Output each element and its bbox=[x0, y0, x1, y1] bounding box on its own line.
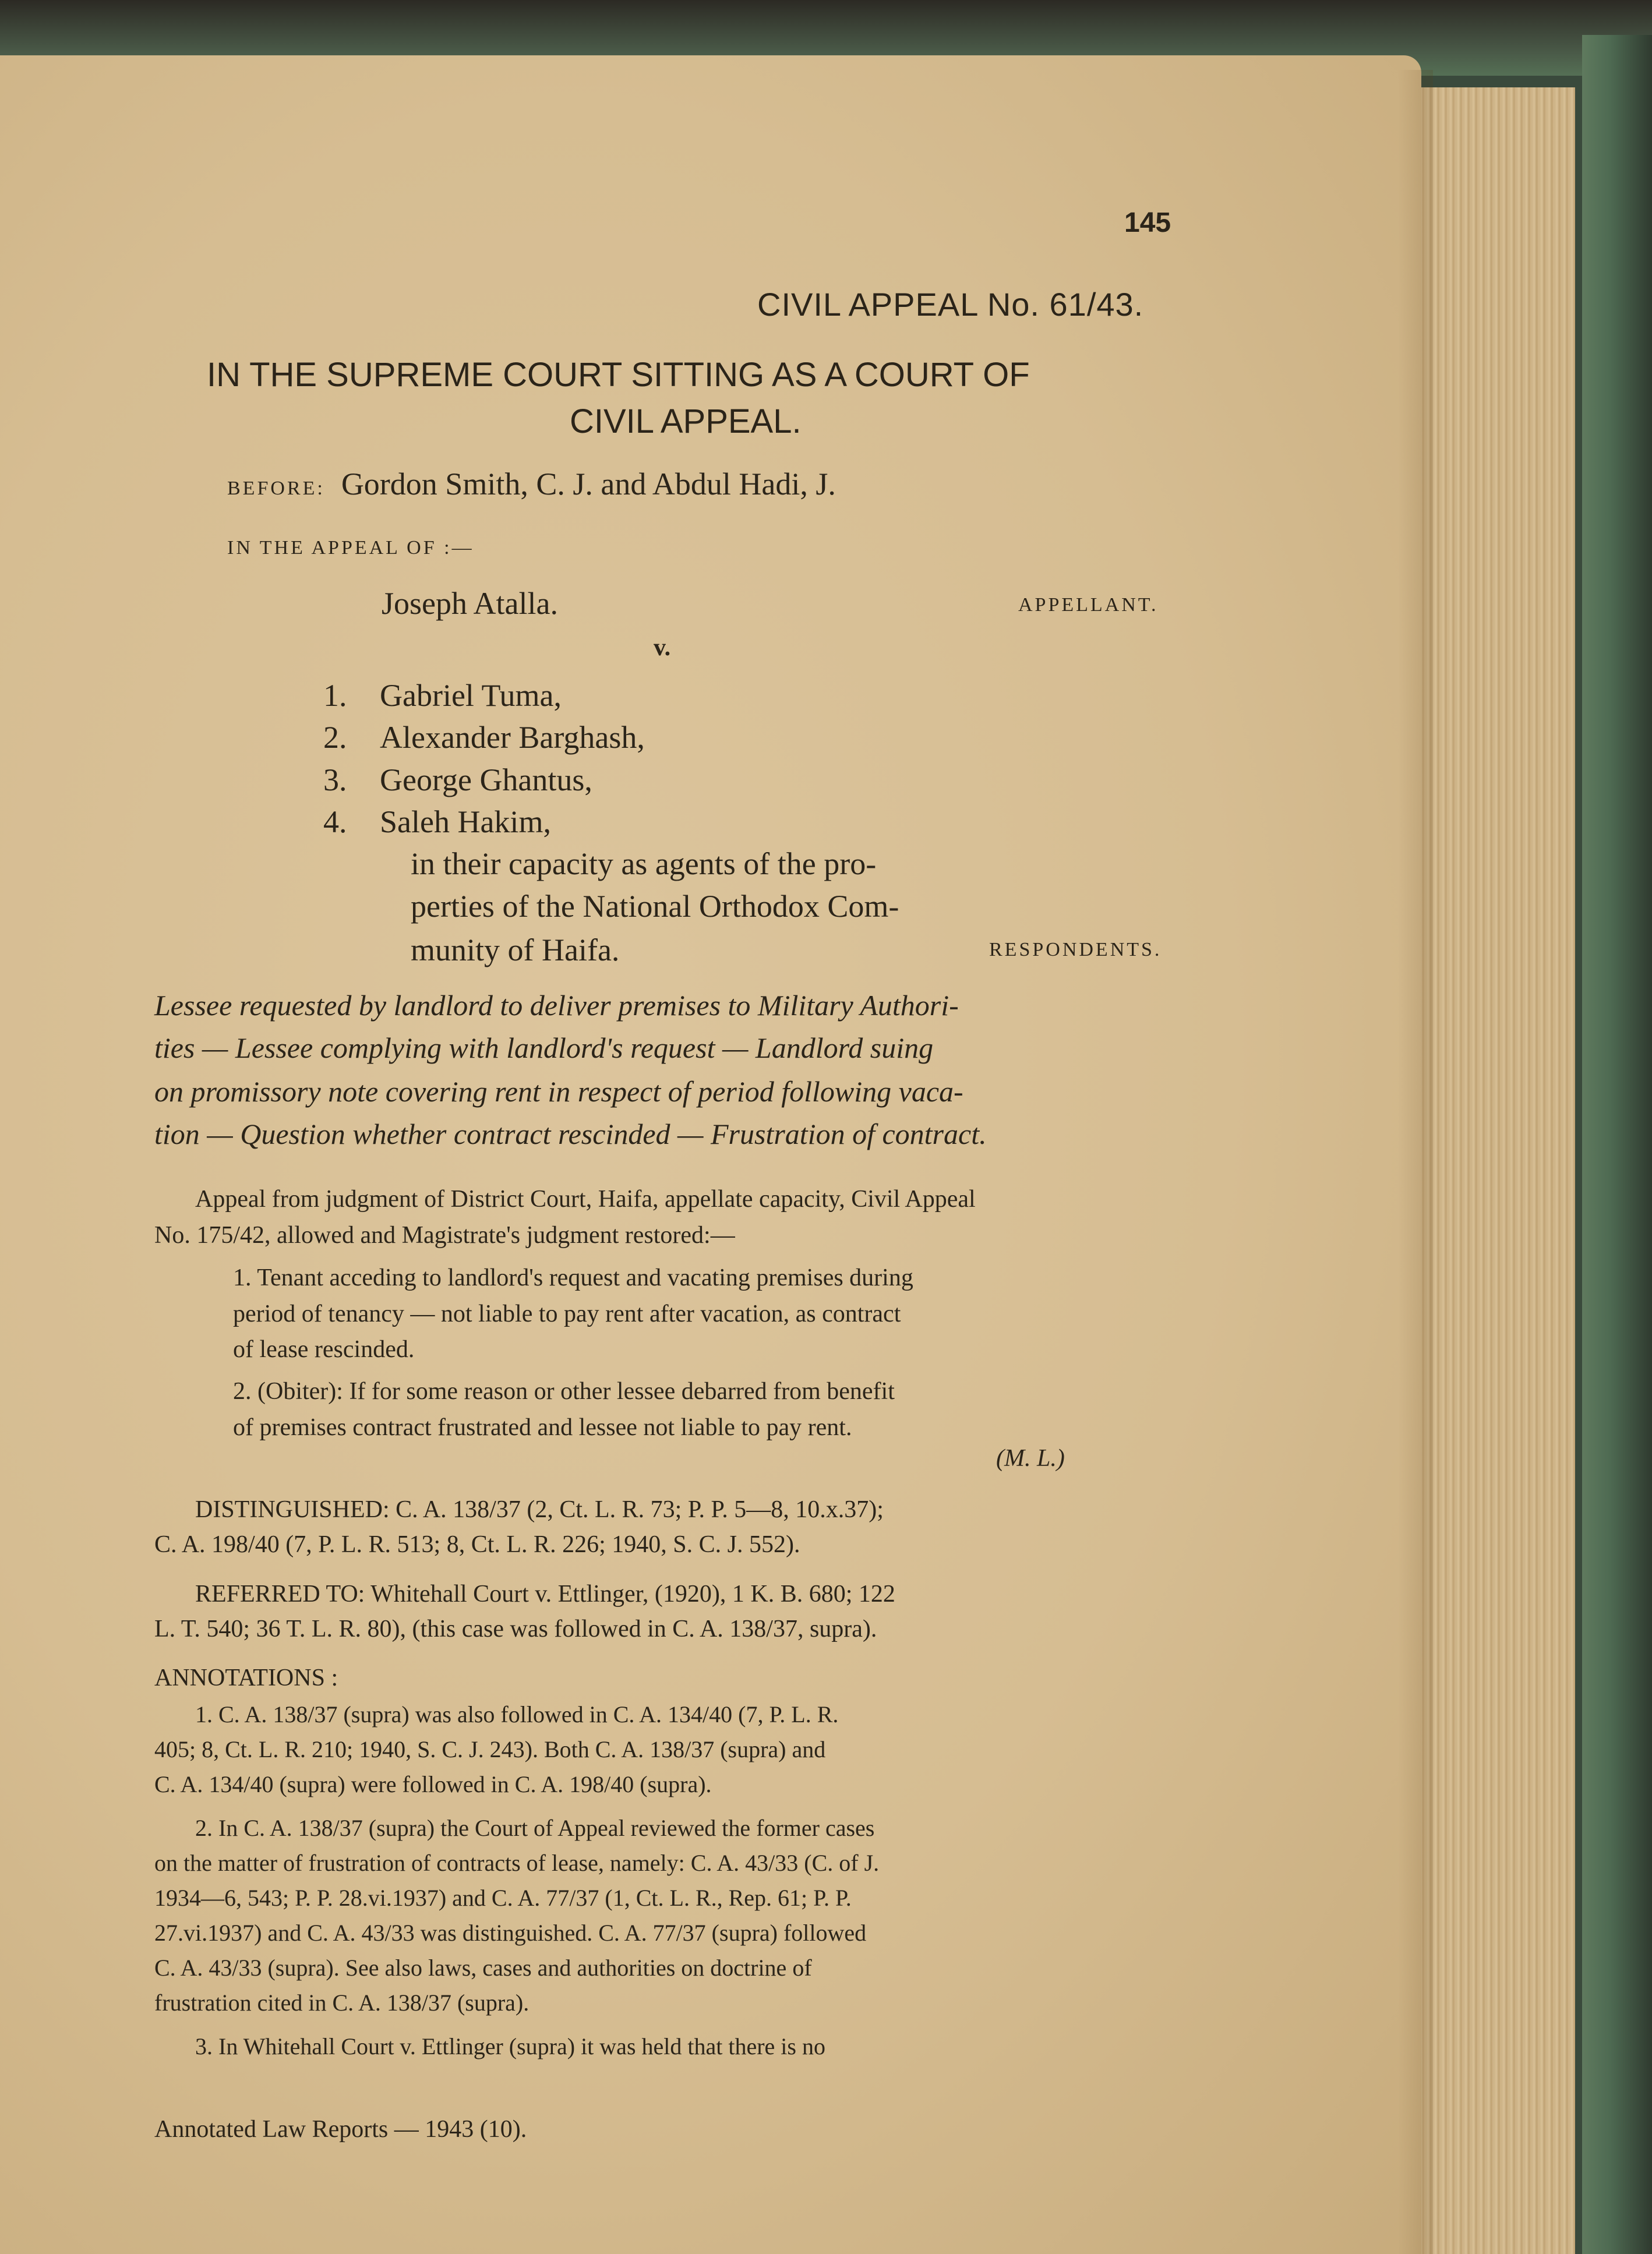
page-number: 145 bbox=[1124, 207, 1171, 238]
case-number: CIVIL APPEAL No. 61/43. bbox=[757, 286, 1144, 323]
page-footer: Annotated Law Reports — 1943 (10). bbox=[154, 2116, 527, 2143]
page-edges bbox=[1416, 87, 1575, 2254]
annotation-2-line: C. A. 43/33 (supra). See also laws, cases and authorities on doctrine of bbox=[154, 1955, 812, 1981]
referred-line: REFERRED TO: Whitehall Court v. Ettlinger, (1920), 1 K. B. 680; 122 bbox=[195, 1581, 895, 1608]
annotation-1-line: 1. C. A. 138/37 (supra) was also followed in C. A. 134/40 (7, P. L. R. bbox=[195, 1701, 839, 1727]
respondent-number: 4. bbox=[323, 804, 347, 839]
annotation-2-line: 1934—6, 543; P. P. 28.vi.1937) and C. A. 77/37 (1, Ct. L. R., Rep. 61; P. P. bbox=[154, 1885, 852, 1911]
respondent-name: Gabriel Tuma, bbox=[380, 678, 562, 713]
respondent-number: 3. bbox=[323, 762, 347, 797]
annotation-2-line: on the matter of frustration of contracts of lease, namely: C. A. 43/33 (C. of J. bbox=[154, 1850, 880, 1876]
annotation-3-line: 3. In Whitehall Court v. Ettlinger (supra) it was held that there is no bbox=[195, 2033, 825, 2059]
annotation-1-line: C. A. 134/40 (supra) were followed in C. A. 198/40 (supra). bbox=[154, 1771, 712, 1797]
respondent-number: 1. bbox=[323, 678, 347, 713]
respondent-number: 2. bbox=[323, 720, 347, 755]
annotation-2-line: 27.vi.1937) and C. A. 43/33 was distinguished. C. A. 77/37 (supra) followed bbox=[154, 1920, 867, 1946]
respondents-role: RESPONDENTS. bbox=[989, 939, 1162, 960]
capacity-line: perties of the National Orthodox Com- bbox=[411, 889, 899, 924]
respondent-name: George Ghantus, bbox=[380, 762, 592, 797]
capacity-line: munity of Haifa. bbox=[411, 932, 620, 967]
distinguished-line: DISTINGUISHED: C. A. 138/37 (2, Ct. L. R. 73; P. P. 5—8, 10.x.37); bbox=[195, 1496, 884, 1523]
court-title-line2: CIVIL APPEAL. bbox=[570, 402, 802, 440]
capacity-line: in their capacity as agents of the pro- bbox=[411, 846, 877, 881]
initials: (M. L.) bbox=[996, 1445, 1065, 1472]
annotation-1-line: 405; 8, Ct. L. R. 210; 1940, S. C. J. 243). Both C. A. 138/37 (supra) and bbox=[154, 1736, 826, 1762]
holding-1-line: 1. Tenant acceding to landlord's request and vacating premises during bbox=[233, 1264, 913, 1291]
distinguished-line: C. A. 198/40 (7, P. L. R. 513; 8, Ct. L. R. 226; 1940, S. C. J. 552). bbox=[154, 1531, 800, 1558]
referred-line: L. T. 540; 36 T. L. R. 80), (this case was followed in C. A. 138/37, supra). bbox=[154, 1616, 877, 1642]
headnote-line: Lessee requested by landlord to deliver premises to Military Authori- bbox=[154, 989, 959, 1022]
book-cover-spine bbox=[1582, 35, 1652, 2254]
headnote-line: ties — Lessee complying with landlord's request — Landlord suing bbox=[154, 1031, 934, 1064]
holding-1-line: of lease rescinded. bbox=[233, 1336, 415, 1363]
court-title-line1: IN THE SUPREME COURT SITTING AS A COURT OF bbox=[207, 356, 1030, 394]
annotation-2-line: 2. In C. A. 138/37 (supra) the Court of Appeal reviewed the former cases bbox=[195, 1815, 875, 1841]
holding-2-line: of premises contract frustrated and lessee not liable to pay rent. bbox=[233, 1414, 852, 1441]
appeal-line: No. 175/42, allowed and Magistrate's judgment restored:— bbox=[154, 1222, 735, 1249]
appellant-name: Joseph Atalla. bbox=[382, 586, 558, 621]
headnote-line: tion — Question whether contract rescinded — Frustration of contract. bbox=[154, 1118, 987, 1150]
headnote-line: on promissory note covering rent in respect of period following vaca- bbox=[154, 1075, 963, 1108]
before-line bbox=[227, 466, 836, 502]
respondent-name: Saleh Hakim, bbox=[380, 804, 551, 839]
annotations-label: ANNOTATIONS : bbox=[154, 1665, 338, 1691]
respondent-name: Alexander Barghash, bbox=[380, 720, 645, 755]
annotation-2-line: frustration cited in C. A. 138/37 (supra). bbox=[154, 1990, 530, 2016]
appeal-line: Appeal from judgment of District Court, Haifa, appellate capacity, Civil Appeal bbox=[195, 1186, 976, 1213]
versus: v. bbox=[654, 634, 671, 661]
judges: Gordon Smith, C. J. and Abdul Hadi, J. bbox=[341, 467, 836, 501]
page-gutter-shadow bbox=[1398, 70, 1433, 2254]
holding-1-line: period of tenancy — not liable to pay rent after vacation, as contract bbox=[233, 1301, 901, 1327]
before-label: BEFORE: bbox=[227, 478, 325, 499]
in-the-appeal-of: IN THE APPEAL OF :— bbox=[227, 537, 474, 559]
holding-2-line: 2. (Obiter): If for some reason or other lessee debarred from benefit bbox=[233, 1378, 895, 1405]
appellant-role: APPELLANT. bbox=[1018, 594, 1159, 616]
